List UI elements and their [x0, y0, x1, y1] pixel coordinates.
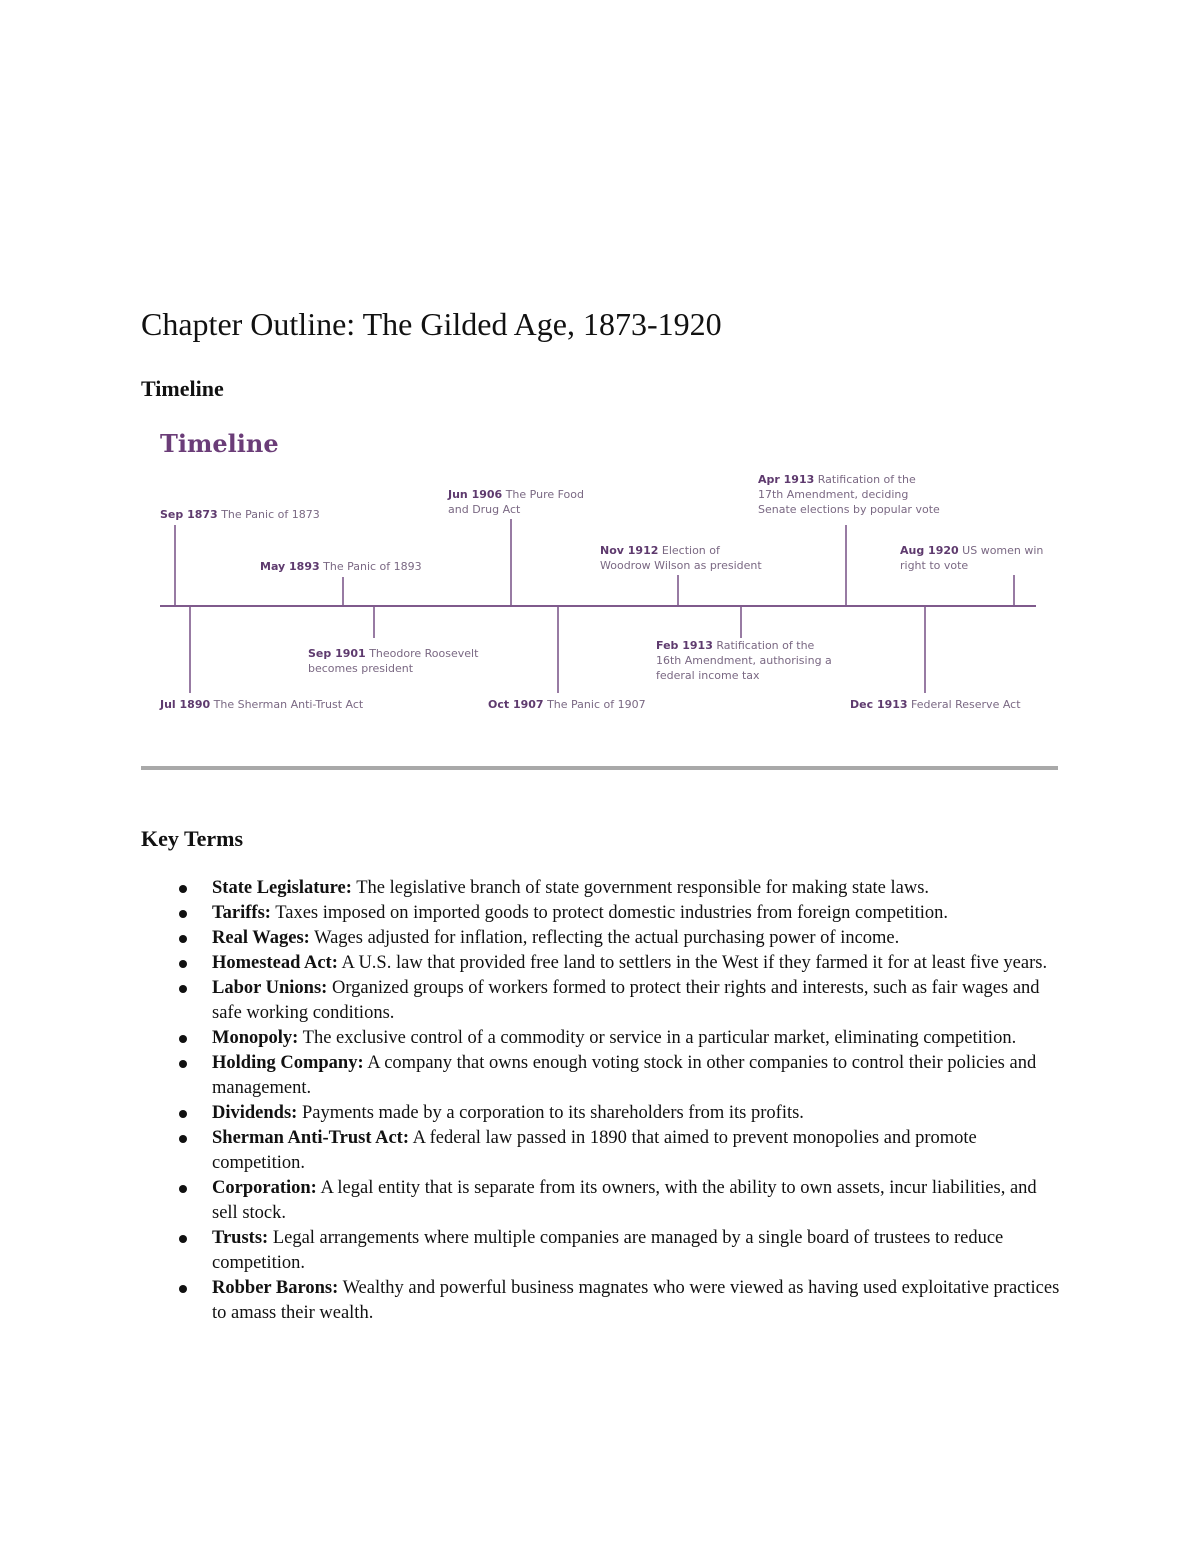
bullet-icon — [179, 910, 187, 918]
timeline-event-label: 17th Amendment, deciding — [758, 488, 909, 501]
timeline-event-label: federal income tax — [656, 669, 760, 682]
key-term-item — [141, 901, 1061, 926]
timeline-event-label — [656, 639, 815, 652]
timeline-event — [260, 560, 422, 573]
timeline-event-label: right to vote — [900, 559, 969, 572]
bullet-icon — [179, 1110, 187, 1118]
timeline-event-label — [758, 473, 916, 486]
timeline-event-text: The Pure Food — [502, 488, 584, 501]
key-term-name: State Legislature: — [212, 878, 352, 898]
key-term-item — [141, 876, 1061, 901]
key-term-item — [141, 1026, 1061, 1051]
timeline-event-date: Sep 1873 — [160, 508, 218, 521]
timeline-event-label — [850, 698, 1021, 711]
timeline-event — [447, 488, 584, 516]
timeline-event-label — [600, 544, 721, 557]
key-term-definition: A federal law passed in 1890 that aimed to prevent monopolies and promote competition. — [212, 1128, 977, 1173]
key-term-definition: Payments made by a corporation to its shareholders from its profits. — [301, 1103, 804, 1123]
timeline-figure — [155, 425, 1045, 725]
key-terms-heading: Key Terms — [141, 826, 244, 851]
timeline-event-date: Jun 1906 — [448, 488, 503, 501]
key-term-definition: Wages adjusted for inflation, reflecting the actual purchasing power of income. — [314, 928, 900, 948]
bullet-icon — [179, 960, 187, 968]
timeline-event-date: Aug 1920 — [900, 544, 959, 557]
key-term-definition: A U.S. law that provided free land to settlers in the West if they farmed it for at least five years. — [341, 953, 1048, 973]
key-term-item — [141, 1126, 1061, 1176]
key-term-item — [141, 951, 1061, 976]
timeline-event-label: Woodrow Wilson as president — [600, 559, 762, 572]
timeline-event-text: US women win — [958, 544, 1044, 557]
timeline-event-label — [900, 544, 1043, 557]
key-term-definition: A company that owns enough voting stock in other companies to control their policies and management. — [212, 1053, 1037, 1098]
timeline-event-date: Oct 1907 — [488, 698, 544, 711]
timeline-event-label — [488, 698, 646, 711]
timeline-event-label: 16th Amendment, authorising a — [656, 654, 832, 667]
key-term-name: Corporation: — [212, 1178, 317, 1198]
key-term-item — [141, 926, 1061, 951]
timeline-event — [160, 508, 320, 521]
timeline-heading: Timeline — [141, 376, 224, 401]
key-term-name: Tariffs: — [212, 903, 271, 923]
timeline-event-text: The Sherman Anti-Trust Act — [210, 698, 364, 711]
key-term-definition: The exclusive control of a commodity or service in a particular market, eliminating competition. — [302, 1028, 1017, 1048]
timeline-event-text: The Panic of 1907 — [543, 698, 646, 711]
key-term-name: Holding Company: — [212, 1053, 364, 1073]
timeline-event-label — [260, 560, 422, 573]
timeline-event — [850, 698, 1021, 711]
key-term-item — [141, 1226, 1061, 1276]
timeline-event-text: Federal Reserve Act — [907, 698, 1021, 711]
key-term-item — [141, 1051, 1061, 1101]
key-term-definition: A legal entity that is separate from its owners, with the ability to own assets, incur liabilities, and sell stock. — [212, 1178, 1037, 1223]
timeline-event-date: Apr 1913 — [758, 473, 815, 486]
timeline-event-text: The Panic of 1893 — [319, 560, 422, 573]
timeline-event-label: becomes president — [308, 662, 414, 675]
timeline-graphic — [155, 425, 1045, 725]
timeline-event-text: The Panic of 1873 — [217, 508, 320, 521]
bullet-icon — [179, 1135, 187, 1143]
timeline-event-text: Election of — [658, 544, 720, 557]
timeline-event-text: Ratification of the — [814, 473, 916, 486]
key-term-item — [141, 1176, 1061, 1226]
bullet-icon — [179, 1035, 187, 1043]
key-term-name: Real Wages: — [212, 928, 310, 948]
timeline-event — [900, 544, 1043, 572]
timeline-event-label: and Drug Act — [448, 503, 521, 516]
timeline-event-date: Sep 1901 — [308, 647, 366, 660]
timeline-figure-heading: Timeline — [160, 429, 279, 458]
timeline-event — [159, 698, 364, 711]
key-term-item — [141, 976, 1061, 1026]
timeline-event — [758, 473, 940, 516]
key-term-name: Robber Barons: — [212, 1278, 339, 1298]
key-term-name: Homestead Act: — [212, 953, 338, 973]
key-term-name: Dividends: — [212, 1103, 298, 1123]
key-term-item — [141, 1101, 1061, 1126]
bullet-icon — [179, 1235, 187, 1243]
timeline-event-date: Jul 1890 — [160, 698, 211, 711]
timeline-event-label: Senate elections by popular vote — [758, 503, 940, 516]
timeline-event-date: Dec 1913 — [850, 698, 908, 711]
timeline-event-label — [308, 647, 479, 660]
timeline-event-text: Theodore Roosevelt — [365, 647, 479, 660]
bullet-icon — [179, 985, 187, 993]
timeline-event-label — [447, 488, 584, 501]
key-term-definition: Wealthy and powerful business magnates who were viewed as having used exploitative practices to amass their wealth. — [212, 1278, 1060, 1323]
timeline-event — [600, 544, 762, 572]
key-term-name: Labor Unions: — [212, 978, 328, 998]
key-term-name: Monopoly: — [212, 1028, 299, 1048]
key-terms-list — [141, 876, 1061, 1326]
key-term-item — [141, 1276, 1061, 1326]
bullet-icon — [179, 885, 187, 893]
timeline-event — [656, 639, 832, 682]
timeline-event — [488, 698, 646, 711]
timeline-event-date: Nov 1912 — [600, 544, 659, 557]
bullet-icon — [179, 1060, 187, 1068]
timeline-event-label — [160, 508, 320, 521]
key-term-definition: The legislative branch of state government responsible for making state laws. — [356, 878, 930, 898]
bullet-icon — [179, 1185, 187, 1193]
timeline-event-text: Ratification of the — [712, 639, 815, 652]
timeline-event-date: May 1893 — [260, 560, 320, 573]
bullet-icon — [179, 1285, 187, 1293]
key-term-name: Sherman Anti-Trust Act: — [212, 1128, 409, 1148]
timeline-event-date: Feb 1913 — [656, 639, 713, 652]
section-divider — [141, 766, 1058, 770]
timeline-event-label — [159, 698, 364, 711]
bullet-icon — [179, 935, 187, 943]
page-title: Chapter Outline: The Gilded Age, 1873-1920 — [141, 306, 722, 342]
key-term-name: Trusts: — [212, 1228, 269, 1248]
timeline-event — [308, 647, 479, 675]
key-term-definition: Organized groups of workers formed to protect their rights and interests, such as fair wages and safe working conditions. — [212, 978, 1040, 1023]
key-term-definition: Legal arrangements where multiple companies are managed by a single board of trustees to reduce competition. — [212, 1228, 1004, 1273]
key-term-definition: Taxes imposed on imported goods to protect domestic industries from foreign competition. — [275, 903, 949, 923]
